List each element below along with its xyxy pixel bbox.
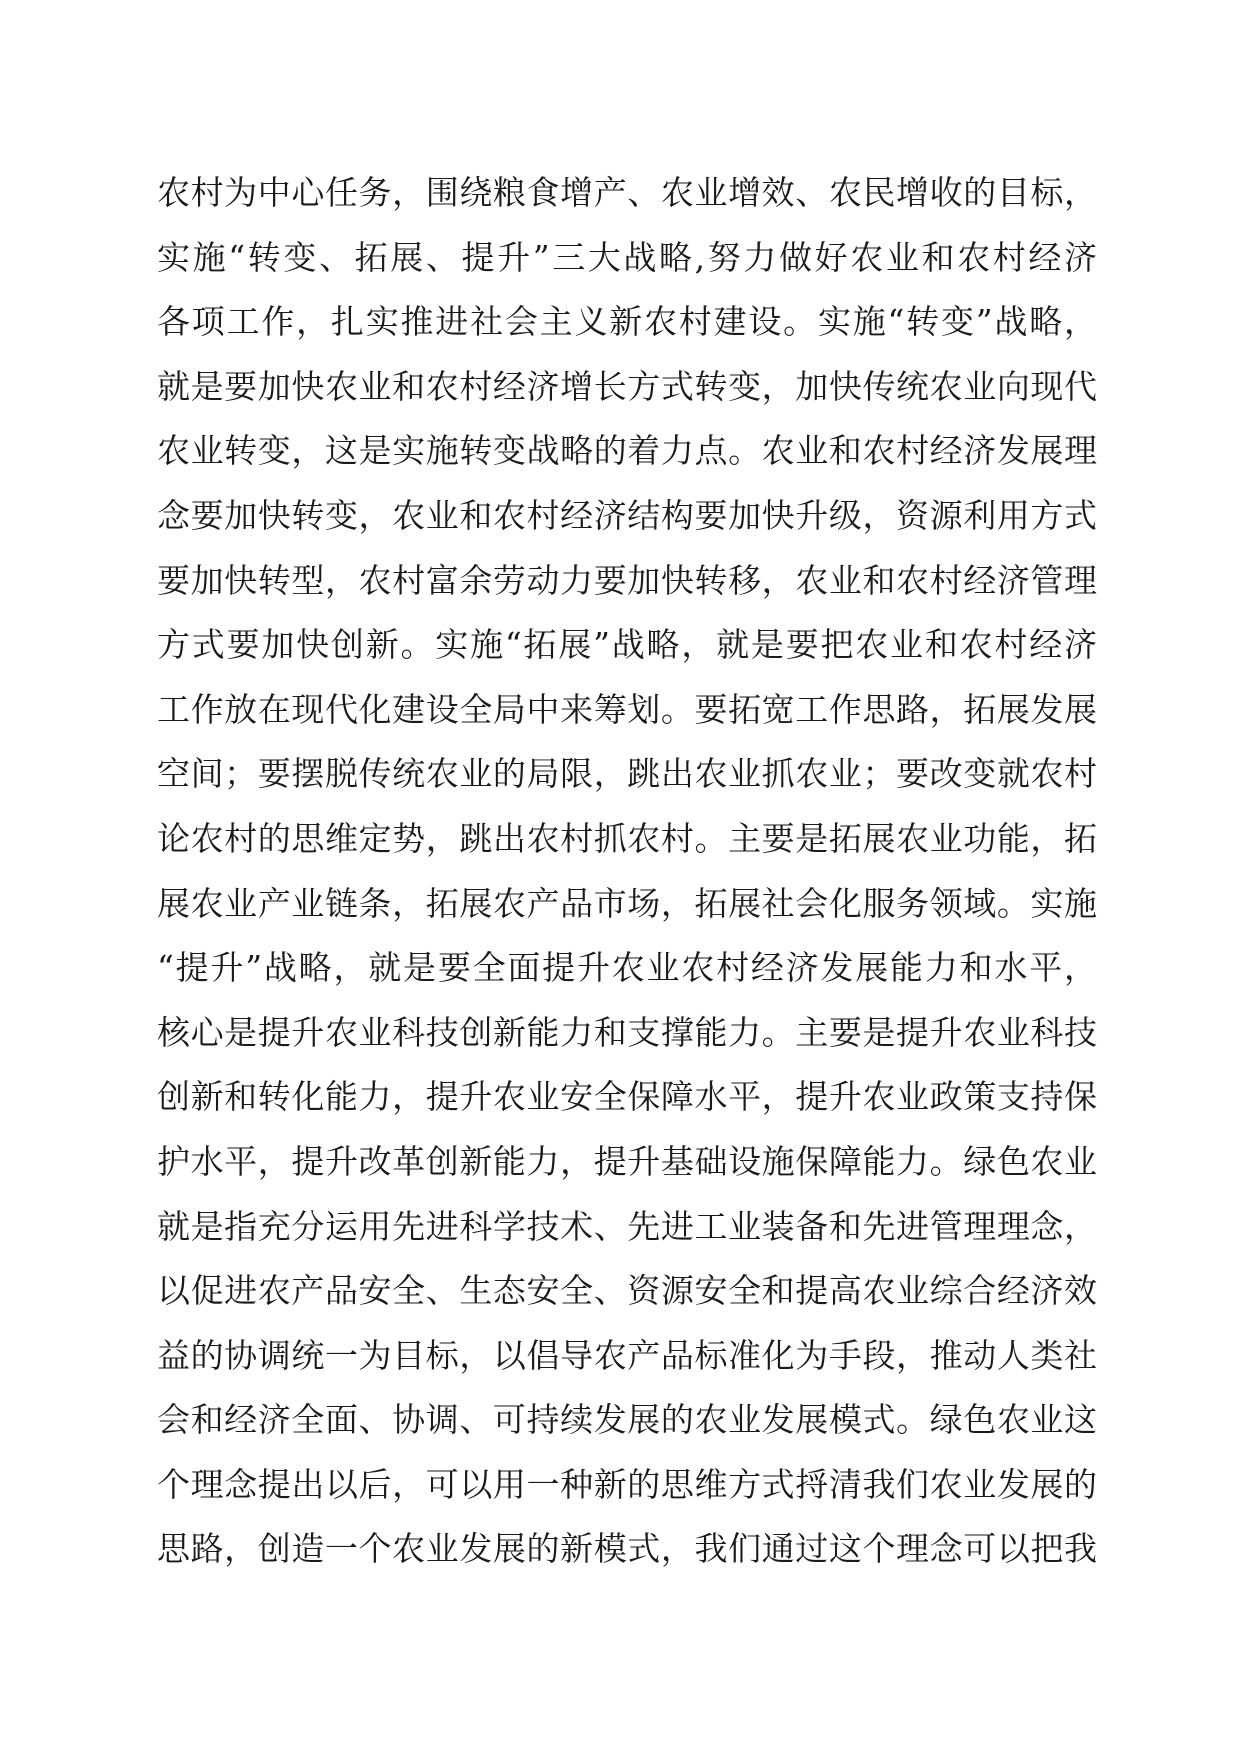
text-line: 实施“转变、拓展、提升”三大战略,努力做好农业和农村经济 xyxy=(157,237,1097,277)
text-line: “提升”战略，就是要全面提升农业农村经济发展能力和水平， xyxy=(157,948,1097,988)
text-line: 以促进农产品安全、生态安全、资源安全和提高农业综合经济效 xyxy=(157,1271,1097,1311)
text-line: 展农业产业链条，拓展农产品市场，拓展社会化服务领域。实施 xyxy=(157,883,1097,923)
text-line: 护水平，提升改革创新能力，提升基础设施保障能力。绿色农业 xyxy=(157,1141,1097,1181)
text-line: 核心是提升农业科技创新能力和支撑能力。主要是提升农业科技 xyxy=(157,1012,1097,1052)
text-line: 思路，创造一个农业发展的新模式，我们通过这个理念可以把我 xyxy=(157,1529,1097,1569)
text-line: 农业转变，这是实施转变战略的着力点。农业和农村经济发展理 xyxy=(157,431,1097,471)
text-line: 就是指充分运用先进科学技术、先进工业装备和先进管理理念， xyxy=(157,1206,1097,1246)
body-paragraph xyxy=(157,161,1097,1582)
text-line: 农村为中心任务，围绕粮食增产、农业增效、农民增收的目标， xyxy=(157,173,1097,212)
text-line: 会和经济全面、协调、可持续发展的农业发展模式。绿色农业这 xyxy=(157,1400,1097,1440)
text-line: 空间；要摆脱传统农业的局限，跳出农业抓农业；要改变就农村 xyxy=(157,754,1097,794)
text-line: 方式要加快创新。实施“拓展”战略，就是要把农业和农村经济 xyxy=(157,625,1097,665)
text-line: 念要加快转变，农业和农村经济结构要加快升级，资源利用方式 xyxy=(157,495,1097,535)
text-line: 工作放在现代化建设全局中来筹划。要拓宽工作思路，拓展发展 xyxy=(157,689,1097,729)
text-line: 创新和转化能力，提升农业安全保障水平，提升农业政策支持保 xyxy=(157,1077,1097,1117)
text-line: 益的协调统一为目标，以倡导农产品标准化为手段，推动人类社 xyxy=(157,1335,1097,1375)
text-line: 各项工作，扎实推进社会主义新农村建设。实施“转变”战略， xyxy=(157,302,1097,342)
text-line: 要加快转型，农村富余劳动力要加快转移，农业和农村经济管理 xyxy=(157,560,1097,600)
text-line: 个理念提出以后，可以用一种新的思维方式捋清我们农业发展的 xyxy=(157,1464,1097,1504)
text-line: 就是要加快农业和农村经济增长方式转变，加快传统农业向现代 xyxy=(157,366,1097,406)
text-line: 论农村的思维定势，跳出农村抓农村。主要是拓展农业功能，拓 xyxy=(157,818,1097,858)
